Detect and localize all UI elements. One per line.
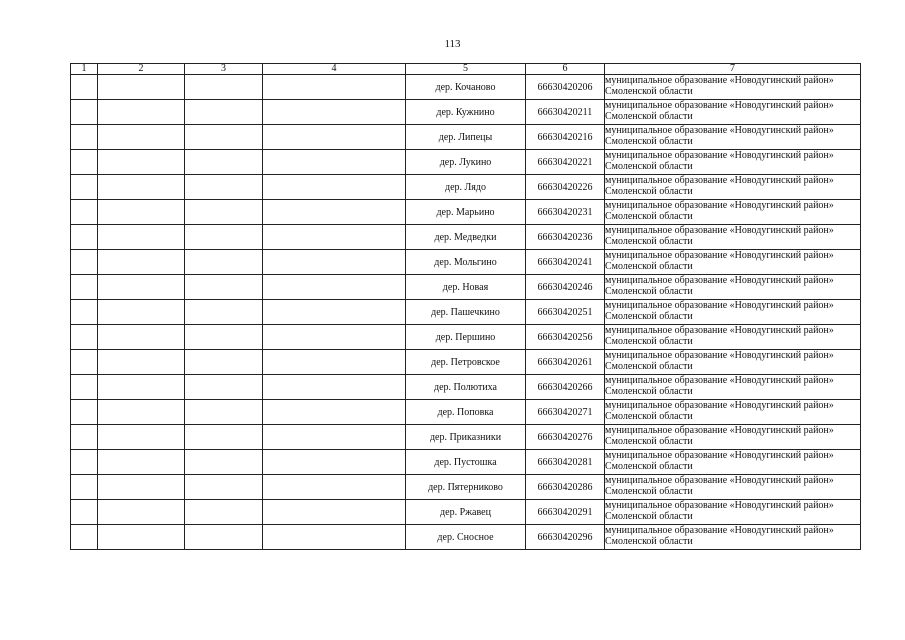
settlement-name-cell: дер. Медведки: [406, 225, 526, 250]
table-row: [71, 475, 861, 500]
empty-cell: [71, 250, 98, 275]
municipal-entity-line-1: муниципальное образование «Новодугинский район»: [605, 325, 834, 336]
empty-cell: [263, 200, 406, 225]
table-row: [71, 75, 861, 100]
empty-cell: [185, 475, 263, 500]
municipal-entity-cell: [605, 450, 861, 475]
oktmo-code-cell: 66630420211: [526, 100, 605, 125]
municipal-entity-cell: [605, 200, 861, 225]
settlement-name-cell: дер. Марьино: [406, 200, 526, 225]
empty-cell: [71, 450, 98, 475]
table-row: [71, 175, 861, 200]
empty-cell: [98, 175, 185, 200]
municipal-entity-line-1: муниципальное образование «Новодугинский район»: [605, 375, 834, 386]
oktmo-code-cell: 66630420241: [526, 250, 605, 275]
municipal-entity-cell: [605, 500, 861, 525]
empty-cell: [71, 100, 98, 125]
empty-cell: [71, 350, 98, 375]
municipal-entity-line-1: муниципальное образование «Новодугинский район»: [605, 450, 834, 461]
municipal-entity-line-2: Смоленской области: [605, 486, 693, 497]
empty-cell: [98, 125, 185, 150]
empty-cell: [263, 450, 406, 475]
municipal-entity-line-2: Смоленской области: [605, 411, 693, 422]
empty-cell: [71, 225, 98, 250]
column-header-4: 4: [263, 64, 406, 75]
municipal-entity-line-1: муниципальное образование «Новодугинский район»: [605, 475, 834, 486]
settlement-name-cell: дер. Першино: [406, 325, 526, 350]
table-row: [71, 400, 861, 425]
empty-cell: [71, 200, 98, 225]
oktmo-code-cell: 66630420251: [526, 300, 605, 325]
municipal-entity-cell: [605, 125, 861, 150]
empty-cell: [71, 125, 98, 150]
column-header-6: 6: [526, 64, 605, 75]
empty-cell: [71, 75, 98, 100]
settlement-name-cell: дер. Лядо: [406, 175, 526, 200]
table-row: [71, 225, 861, 250]
municipal-entity-cell: [605, 350, 861, 375]
empty-cell: [98, 400, 185, 425]
empty-cell: [185, 200, 263, 225]
table-row: [71, 425, 861, 450]
settlement-name-cell: дер. Поповка: [406, 400, 526, 425]
empty-cell: [98, 425, 185, 450]
empty-cell: [263, 425, 406, 450]
empty-cell: [263, 350, 406, 375]
municipal-entity-line-2: Смоленской области: [605, 211, 693, 222]
empty-cell: [71, 175, 98, 200]
municipal-entity-cell: [605, 175, 861, 200]
settlement-name-cell: дер. Полютиха: [406, 375, 526, 400]
empty-cell: [185, 350, 263, 375]
empty-cell: [71, 375, 98, 400]
empty-cell: [71, 275, 98, 300]
empty-cell: [98, 500, 185, 525]
municipal-entity-line-1: муниципальное образование «Новодугинский район»: [605, 350, 834, 361]
oktmo-code-cell: 66630420221: [526, 150, 605, 175]
settlement-name-cell: дер. Пятерниково: [406, 475, 526, 500]
settlement-name-cell: дер. Пустошка: [406, 450, 526, 475]
registry-body: [71, 75, 861, 550]
header-row: [71, 64, 861, 75]
municipal-entity-line-1: муниципальное образование «Новодугинский район»: [605, 100, 834, 111]
oktmo-code-cell: 66630420261: [526, 350, 605, 375]
empty-cell: [185, 375, 263, 400]
settlement-name-cell: дер. Петровское: [406, 350, 526, 375]
empty-cell: [71, 300, 98, 325]
empty-cell: [98, 200, 185, 225]
oktmo-code-cell: 66630420271: [526, 400, 605, 425]
column-header-1: 1: [71, 64, 98, 75]
empty-cell: [98, 375, 185, 400]
column-header-2: 2: [98, 64, 185, 75]
municipal-entity-cell: [605, 225, 861, 250]
municipal-entity-line-2: Смоленской области: [605, 236, 693, 247]
municipal-entity-line-2: Смоленской области: [605, 86, 693, 97]
municipal-entity-line-2: Смоленской области: [605, 386, 693, 397]
municipal-entity-line-2: Смоленской области: [605, 261, 693, 272]
table-row: [71, 200, 861, 225]
empty-cell: [98, 225, 185, 250]
table-row: [71, 150, 861, 175]
column-header-3: 3: [185, 64, 263, 75]
municipal-entity-line-2: Смоленской области: [605, 186, 693, 197]
municipal-entity-line-1: муниципальное образование «Новодугинский район»: [605, 400, 834, 411]
municipal-entity-line-2: Смоленской области: [605, 536, 693, 547]
empty-cell: [263, 400, 406, 425]
empty-cell: [185, 450, 263, 475]
empty-cell: [185, 525, 263, 550]
oktmo-code-cell: 66630420281: [526, 450, 605, 475]
oktmo-code-cell: 66630420256: [526, 325, 605, 350]
empty-cell: [185, 150, 263, 175]
empty-cell: [263, 300, 406, 325]
empty-cell: [71, 400, 98, 425]
municipal-entity-line-1: муниципальное образование «Новодугинский район»: [605, 525, 834, 536]
empty-cell: [263, 375, 406, 400]
municipal-entity-cell: [605, 275, 861, 300]
municipal-entity-cell: [605, 325, 861, 350]
empty-cell: [263, 100, 406, 125]
table-row: [71, 375, 861, 400]
oktmo-code-cell: 66630420291: [526, 500, 605, 525]
column-header-7: 7: [605, 64, 861, 75]
empty-cell: [98, 325, 185, 350]
municipal-entity-line-1: муниципальное образование «Новодугинский район»: [605, 175, 834, 186]
municipal-entity-cell: [605, 150, 861, 175]
empty-cell: [98, 525, 185, 550]
municipal-entity-cell: [605, 375, 861, 400]
oktmo-code-cell: 66630420276: [526, 425, 605, 450]
oktmo-code-cell: 66630420206: [526, 75, 605, 100]
oktmo-code-cell: 66630420231: [526, 200, 605, 225]
empty-cell: [98, 250, 185, 275]
municipal-entity-line-1: муниципальное образование «Новодугинский район»: [605, 225, 834, 236]
municipal-entity-cell: [605, 425, 861, 450]
empty-cell: [71, 325, 98, 350]
empty-cell: [263, 225, 406, 250]
empty-cell: [98, 275, 185, 300]
empty-cell: [263, 150, 406, 175]
empty-cell: [185, 175, 263, 200]
table-row: [71, 300, 861, 325]
oktmo-code-cell: 66630420246: [526, 275, 605, 300]
empty-cell: [263, 525, 406, 550]
empty-cell: [263, 125, 406, 150]
settlement-name-cell: дер. Кочаново: [406, 75, 526, 100]
municipal-entity-cell: [605, 300, 861, 325]
municipal-entity-line-2: Смоленской области: [605, 461, 693, 472]
table-row: [71, 250, 861, 275]
table-row: [71, 100, 861, 125]
settlement-name-cell: дер. Приказники: [406, 425, 526, 450]
empty-cell: [71, 425, 98, 450]
table-row: [71, 450, 861, 475]
empty-cell: [185, 300, 263, 325]
municipal-entity-cell: [605, 250, 861, 275]
municipal-entity-line-2: Смоленской области: [605, 111, 693, 122]
settlement-name-cell: дер. Мольгино: [406, 250, 526, 275]
empty-cell: [71, 150, 98, 175]
table-row: [71, 350, 861, 375]
oktmo-code-cell: 66630420216: [526, 125, 605, 150]
municipal-entity-line-1: муниципальное образование «Новодугинский район»: [605, 250, 834, 261]
empty-cell: [98, 350, 185, 375]
table-row: [71, 525, 861, 550]
settlement-name-cell: дер. Липецы: [406, 125, 526, 150]
empty-cell: [98, 150, 185, 175]
municipal-entity-line-2: Смоленской области: [605, 286, 693, 297]
table-row: [71, 125, 861, 150]
empty-cell: [263, 250, 406, 275]
empty-cell: [98, 475, 185, 500]
empty-cell: [263, 175, 406, 200]
municipal-entity-line-1: муниципальное образование «Новодугинский район»: [605, 75, 834, 86]
empty-cell: [263, 500, 406, 525]
municipal-entity-line-2: Смоленской области: [605, 136, 693, 147]
table-row: [71, 275, 861, 300]
municipal-entity-line-1: муниципальное образование «Новодугинский район»: [605, 425, 834, 436]
empty-cell: [185, 400, 263, 425]
empty-cell: [263, 275, 406, 300]
municipal-entity-cell: [605, 75, 861, 100]
empty-cell: [185, 250, 263, 275]
table-row: [71, 500, 861, 525]
empty-cell: [185, 425, 263, 450]
municipal-entity-line-1: муниципальное образование «Новодугинский район»: [605, 150, 834, 161]
municipal-entity-line-2: Смоленской области: [605, 436, 693, 447]
empty-cell: [185, 500, 263, 525]
municipal-entity-line-2: Смоленской области: [605, 161, 693, 172]
settlement-name-cell: дер. Сносное: [406, 525, 526, 550]
municipal-entity-cell: [605, 400, 861, 425]
empty-cell: [98, 300, 185, 325]
empty-cell: [71, 500, 98, 525]
page-number: 113: [444, 38, 461, 50]
empty-cell: [185, 125, 263, 150]
empty-cell: [185, 275, 263, 300]
empty-cell: [98, 450, 185, 475]
empty-cell: [263, 75, 406, 100]
municipal-entity-cell: [605, 525, 861, 550]
municipal-entity-cell: [605, 100, 861, 125]
settlement-name-cell: дер. Пашечкино: [406, 300, 526, 325]
empty-cell: [185, 325, 263, 350]
empty-cell: [98, 100, 185, 125]
oktmo-code-cell: 66630420236: [526, 225, 605, 250]
municipal-entity-line-1: муниципальное образование «Новодугинский район»: [605, 200, 834, 211]
empty-cell: [263, 325, 406, 350]
oktmo-code-cell: 66630420266: [526, 375, 605, 400]
empty-cell: [185, 225, 263, 250]
oktmo-code-cell: 66630420296: [526, 525, 605, 550]
settlement-name-cell: дер. Кужнино: [406, 100, 526, 125]
municipal-entity-line-1: муниципальное образование «Новодугинский район»: [605, 300, 834, 311]
empty-cell: [98, 75, 185, 100]
column-header-5: 5: [406, 64, 526, 75]
municipal-entity-cell: [605, 475, 861, 500]
settlement-name-cell: дер. Ржавец: [406, 500, 526, 525]
empty-cell: [263, 475, 406, 500]
municipal-entity-line-1: муниципальное образование «Новодугинский район»: [605, 275, 834, 286]
municipal-entity-line-1: муниципальное образование «Новодугинский район»: [605, 125, 834, 136]
settlement-name-cell: дер. Лукино: [406, 150, 526, 175]
empty-cell: [71, 475, 98, 500]
empty-cell: [185, 100, 263, 125]
oktmo-code-cell: 66630420226: [526, 175, 605, 200]
table-row: [71, 325, 861, 350]
settlement-name-cell: дер. Новая: [406, 275, 526, 300]
municipal-entity-line-2: Смоленской области: [605, 311, 693, 322]
oktmo-code-cell: 66630420286: [526, 475, 605, 500]
empty-cell: [71, 525, 98, 550]
empty-cell: [185, 75, 263, 100]
municipal-entity-line-2: Смоленской области: [605, 336, 693, 347]
municipal-entity-line-2: Смоленской области: [605, 511, 693, 522]
municipal-entity-line-2: Смоленской области: [605, 361, 693, 372]
registry-table: [70, 63, 861, 550]
municipal-entity-line-1: муниципальное образование «Новодугинский район»: [605, 500, 834, 511]
